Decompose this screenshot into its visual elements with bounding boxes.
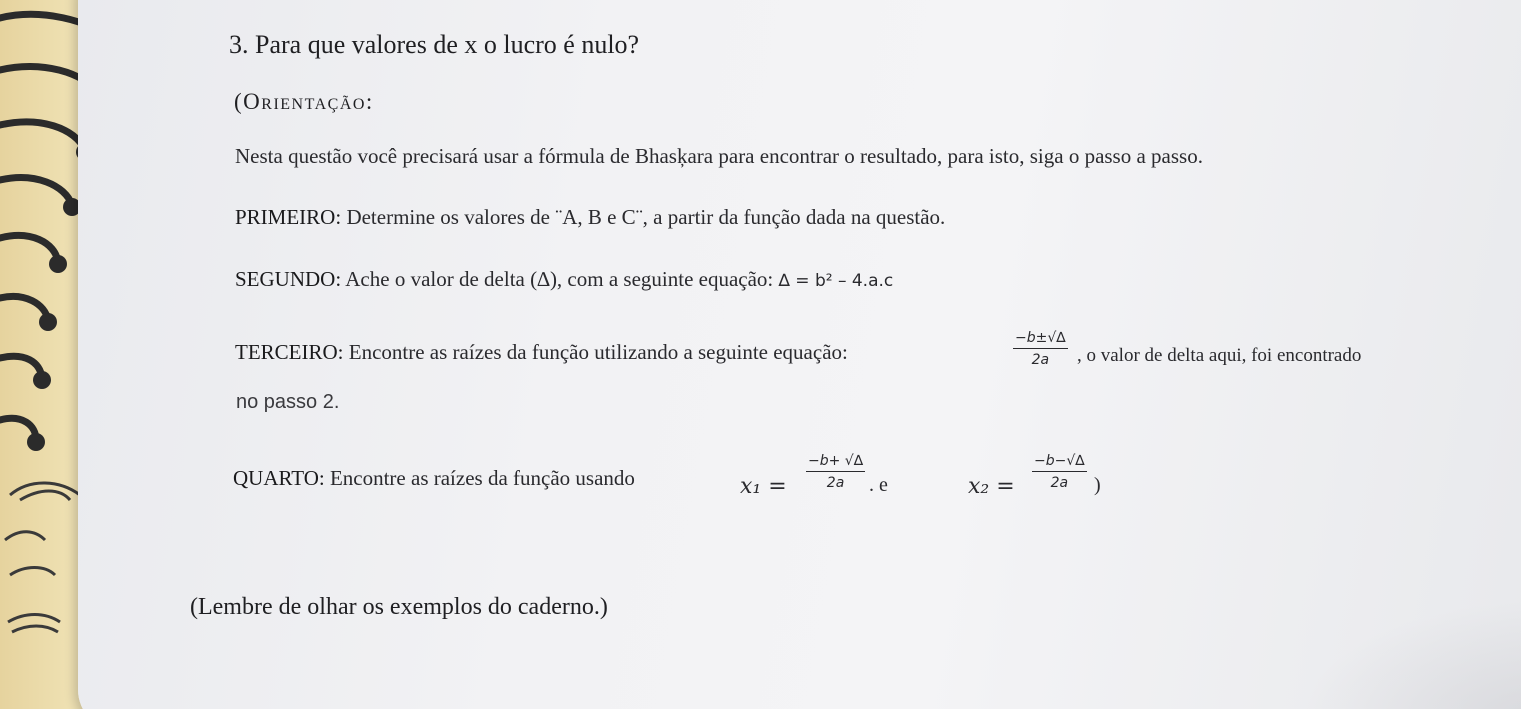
reminder-note: (Lembre de olhar os exemplos do caderno.) <box>190 594 608 620</box>
x1-denominator: 2a <box>826 475 845 491</box>
bhaskara-formula <box>1013 330 1068 368</box>
bhaskara-numerator: −b±√∆ <box>1013 330 1068 349</box>
paper-shadow <box>1300 600 1521 709</box>
step-second <box>235 269 893 290</box>
x1-formula <box>806 453 865 491</box>
x2-formula <box>1032 453 1087 491</box>
step-fourth-label: QUARTO: <box>233 466 325 490</box>
step-third-label: TERCEIRO: <box>235 340 344 364</box>
delta-equation: ∆ = b² – 4.a.c <box>778 271 894 291</box>
step-second-label: SEGUNDO: <box>235 267 342 291</box>
step-second-text: Ache o valor de delta (∆), com a seguinte equação: <box>345 267 774 291</box>
orientation-heading: (Orientação: <box>234 89 374 114</box>
x2-variable: x₂ = <box>968 474 1015 499</box>
bhaskara-denominator: 2a <box>1031 352 1050 368</box>
x2-close-paren: ) <box>1094 474 1101 496</box>
step-first-text: Determine os valores de ¨A, B e C¨, a partir da função dada na questão. <box>346 205 946 229</box>
step-third-text: Encontre as raízes da função utilizando a seguinte equação: <box>348 340 848 364</box>
x1-numerator: −b+ √∆ <box>806 453 865 472</box>
step-third-continuation: no passo 2. <box>236 391 340 413</box>
step-first <box>235 207 945 228</box>
orientation-intro: Nesta questão você precisará usar a fórmula de Bhasķara para encontrar o resultado, para isto, siga o passo a passo. <box>235 144 1203 168</box>
question-title: 3. Para que valores de x o lucro é nulo? <box>229 30 640 59</box>
x2-numerator: −b−√∆ <box>1032 453 1087 472</box>
step-fourth-text: Encontre as raízes da função usando <box>329 466 635 490</box>
step-third-after: , o valor de delta aqui, foi encontrado <box>1077 345 1362 366</box>
x1-variable: x₁ = <box>740 474 787 499</box>
step-first-label: PRIMEIRO: <box>235 205 342 229</box>
step-fourth <box>233 468 635 489</box>
step-third <box>235 342 848 363</box>
x2-denominator: 2a <box>1050 475 1069 491</box>
x1-conjunction: . e <box>869 474 888 496</box>
